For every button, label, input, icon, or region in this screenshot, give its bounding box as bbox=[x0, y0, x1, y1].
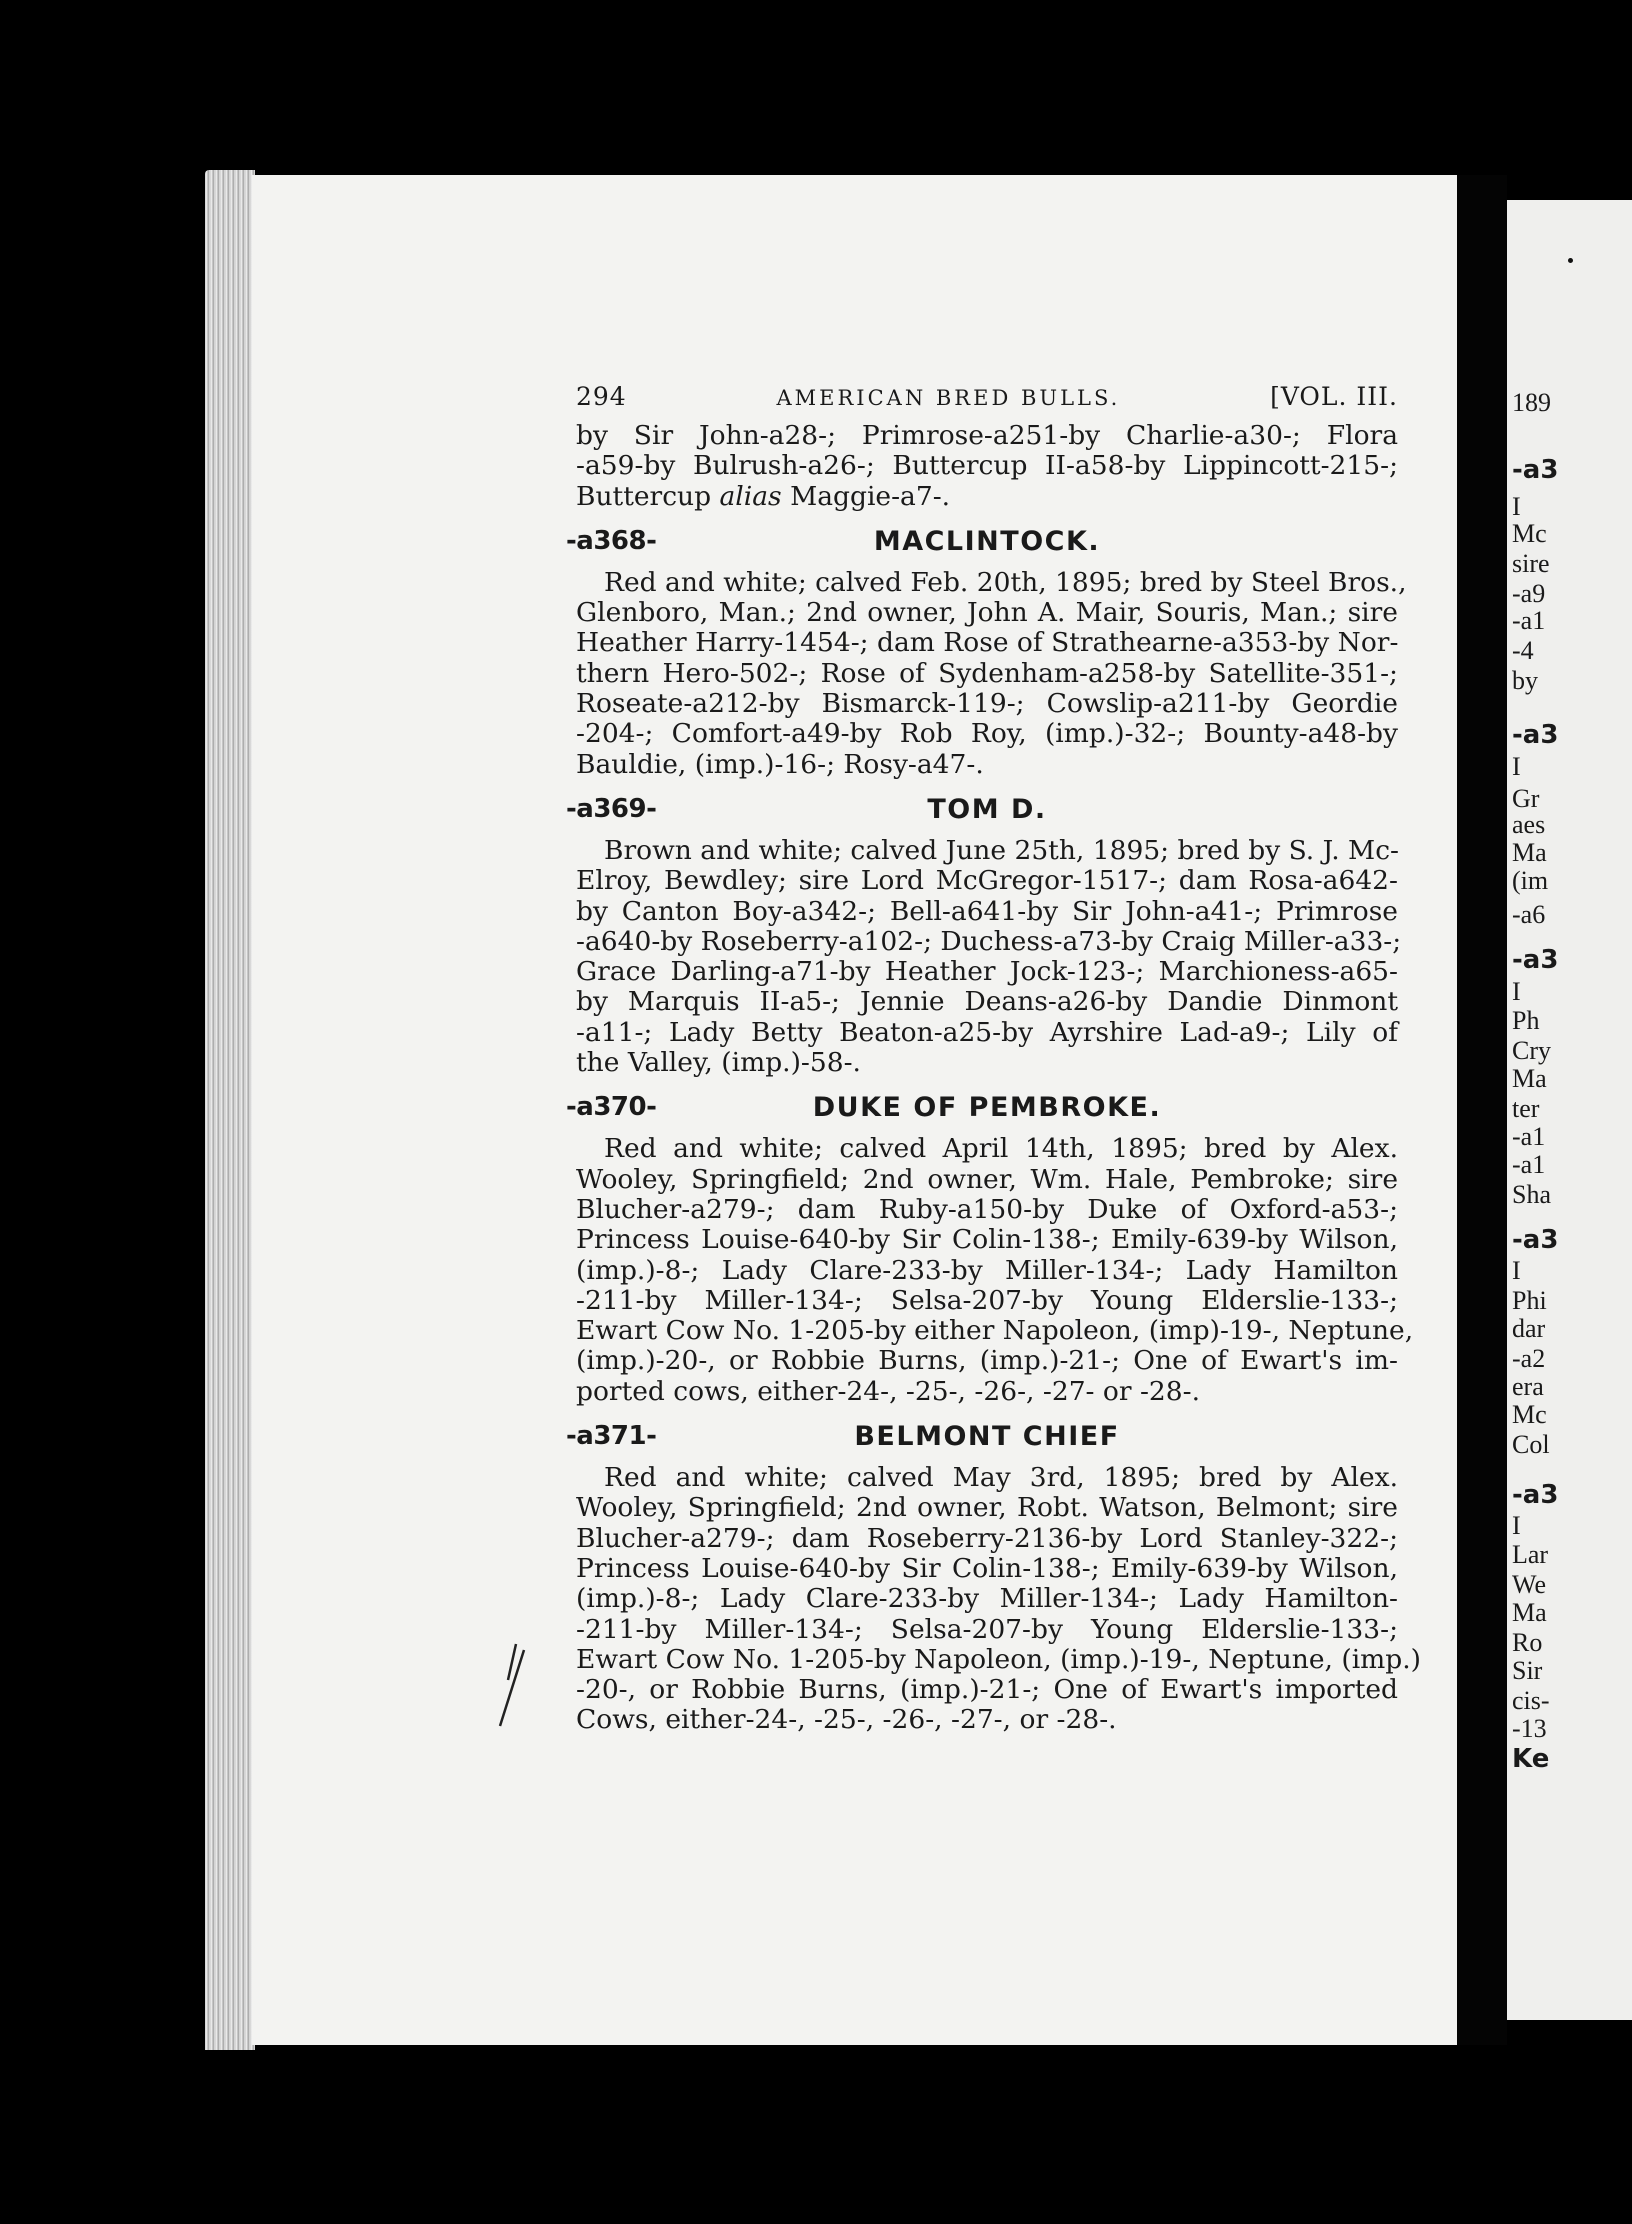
text-line: -204-; Comfort-a49-by Rob Roy, (imp.)-32-; Bounty-a48-by bbox=[576, 718, 1398, 750]
right-page-fragment: by bbox=[1512, 666, 1538, 695]
right-page-fragment: -a6 bbox=[1512, 900, 1546, 929]
text-line: Elroy, Bewdley; sire Lord McGregor-1517-; dam Rosa-a642- bbox=[576, 865, 1398, 897]
right-page-fragment: Ma bbox=[1512, 838, 1547, 867]
text-line: (imp.)-20-, or Robbie Burns, (imp.)-21-; One of Ewart's im- bbox=[576, 1345, 1398, 1377]
right-page-fragment: -a1 bbox=[1512, 1122, 1546, 1151]
right-page-fragment: Col bbox=[1512, 1430, 1550, 1459]
text-line: Wooley, Springfield; 2nd owner, Robt. Watson, Belmont; sire bbox=[576, 1492, 1398, 1524]
running-title: AMERICAN BRED BULLS. bbox=[776, 386, 1121, 410]
text-line: the Valley, (imp.)-58-. bbox=[576, 1047, 861, 1079]
right-page-fragment: sire bbox=[1512, 549, 1550, 578]
right-page-fragment: I bbox=[1512, 977, 1521, 1006]
right-page-fragment: I bbox=[1512, 1256, 1521, 1285]
text-line: Princess Louise-640-by Sir Colin-138-; Emily-639-by Wilson, bbox=[576, 1224, 1398, 1256]
text-line: Ewart Cow No. 1-205-by either Napoleon, (imp)-19-, Neptune, bbox=[576, 1315, 1414, 1347]
text-line: Cows, either-24-, -25-, -26-, -27-, or -28-. bbox=[576, 1704, 1117, 1736]
entry-body bbox=[576, 834, 1402, 1079]
right-page-fragment: Ro bbox=[1512, 1628, 1543, 1657]
page-number: 294 bbox=[576, 382, 627, 411]
text-line: Red and white; calved April 14th, 1895; bred by Alex. bbox=[604, 1133, 1398, 1165]
bull-name: TOM D. bbox=[927, 793, 1047, 825]
right-page-fragment: Ke bbox=[1512, 1744, 1550, 1774]
entry-heading bbox=[566, 1090, 1398, 1128]
entry-heading bbox=[566, 792, 1398, 830]
text-line: by Sir John-a28-; Primrose-a251-by Charlie-a30-; Flora bbox=[576, 420, 1398, 451]
right-page-fragment: Mc bbox=[1512, 519, 1547, 548]
text-line: (imp.)-8-; Lady Clare-233-by Miller-134-; Lady Hamilton bbox=[576, 1254, 1398, 1286]
text-line: Princess Louise-640-by Sir Colin-138-; Emily-639-by Wilson, bbox=[576, 1552, 1398, 1584]
bull-name: BELMONT CHIEF bbox=[854, 1421, 1120, 1453]
entries-list bbox=[566, 524, 1422, 1736]
right-page-fragment: (im bbox=[1512, 866, 1549, 895]
right-page-fragment: dar bbox=[1512, 1314, 1546, 1343]
right-page-fragment: -a3 bbox=[1512, 455, 1559, 485]
entry-number: -a371- bbox=[566, 1421, 657, 1452]
right-page-fragment: -a1 bbox=[1512, 1150, 1546, 1179]
alias-word: alias bbox=[719, 480, 782, 512]
text-column bbox=[566, 382, 1422, 1736]
entry-body bbox=[576, 1133, 1414, 1407]
right-page-fragment: Ma bbox=[1512, 1598, 1547, 1627]
entry-number: -a370- bbox=[566, 1092, 657, 1123]
right-page-fragment: Sha bbox=[1512, 1180, 1551, 1209]
entry-heading bbox=[566, 524, 1398, 562]
right-page-fragment: -13 bbox=[1512, 1714, 1547, 1743]
text-line: Red and white; calved May 3rd, 1895; bred by Alex. bbox=[604, 1462, 1398, 1494]
right-page-fragment: -a3 bbox=[1512, 1225, 1559, 1255]
entry-heading bbox=[566, 1419, 1398, 1457]
entry-body bbox=[576, 566, 1407, 780]
right-page-fragment: I bbox=[1512, 752, 1521, 781]
right-page-fragment: -a3 bbox=[1512, 1480, 1559, 1510]
right-page-fragment: ter bbox=[1512, 1094, 1540, 1123]
text-line: Ewart Cow No. 1-205-by Napoleon, (imp.)-19-, Neptune, (imp.) bbox=[576, 1643, 1422, 1675]
right-page-fragment: Lar bbox=[1512, 1540, 1549, 1569]
right-page-fragment: Cry bbox=[1512, 1036, 1551, 1065]
text-line: thern Hero-502-; Rose of Sydenham-a258-by Satellite-351-; bbox=[576, 657, 1398, 689]
pen-mark bbox=[494, 1640, 534, 1730]
right-page-fragment: -4 bbox=[1512, 636, 1534, 665]
text-line: Blucher-a279-; dam Ruby-a150-by Duke of Oxford-a53-; bbox=[576, 1193, 1398, 1225]
text-line: by Marquis II-a5-; Jennie Deans-a26-by Dandie Dinmont bbox=[576, 986, 1398, 1018]
right-page-fragment: -a9 bbox=[1512, 579, 1546, 608]
text-line: Bauldie, (imp.)-16-; Rosy-a47-. bbox=[576, 748, 984, 780]
entry-number: -a369- bbox=[566, 793, 657, 824]
text-line: Glenboro, Man.; 2nd owner, John A. Mair, Souris, Man.; sire bbox=[576, 597, 1398, 629]
bull-name: MACLINTOCK. bbox=[873, 525, 1101, 557]
right-page-fragment: Mc bbox=[1512, 1400, 1547, 1429]
page-edges bbox=[205, 170, 255, 2050]
right-page-fragment: Sir bbox=[1512, 1656, 1543, 1685]
bull-name: DUKE OF PEMBROKE. bbox=[812, 1092, 1162, 1124]
text-line: (imp.)-8-; Lady Clare-233-by Miller-134-; Lady Hamilton- bbox=[576, 1583, 1398, 1615]
right-page-fragment: Ph bbox=[1512, 1006, 1540, 1035]
text-line: Grace Darling-a71-by Heather Jock-123-; Marchioness-a65- bbox=[576, 956, 1398, 988]
right-page-fragment: Ma bbox=[1512, 1064, 1547, 1093]
continuation-text bbox=[576, 421, 1398, 512]
right-page-fragment: I bbox=[1512, 1511, 1521, 1540]
right-page-fragment: era bbox=[1512, 1372, 1544, 1401]
text-line: Brown and white; calved June 25th, 1895; bred by S. J. Mc- bbox=[604, 834, 1399, 866]
text-line: by Canton Boy-a342-; Bell-a641-by Sir John-a41-; Primrose bbox=[576, 895, 1398, 927]
text-line: -211-by Miller-134-; Selsa-207-by Young Elderslie-133-; bbox=[576, 1284, 1398, 1316]
text-line: Heather Harry-1454-; dam Rose of Strathearne-a353-by Nor- bbox=[576, 627, 1399, 659]
right-page-fragment: cis- bbox=[1512, 1686, 1550, 1715]
text-line: -211-by Miller-134-; Selsa-207-by Young Elderslie-133-; bbox=[576, 1613, 1398, 1645]
text-line: Blucher-a279-; dam Roseberry-2136-by Lord Stanley-322-; bbox=[576, 1522, 1398, 1554]
running-head bbox=[576, 382, 1398, 411]
right-page-fragment: Phi bbox=[1512, 1286, 1547, 1315]
right-page-fragment: -a1 bbox=[1512, 606, 1546, 635]
text-line: -a11-; Lady Betty Beaton-a25-by Ayrshire Lad-a9-; Lily of bbox=[576, 1016, 1398, 1048]
right-page-fragment: We bbox=[1512, 1570, 1546, 1599]
text-line: -20-, or Robbie Burns, (imp.)-21-; One of Ewart's imported bbox=[576, 1674, 1398, 1706]
right-page-fragment: 189 bbox=[1512, 388, 1551, 417]
text-line: Wooley, Springfield; 2nd owner, Wm. Hale, Pembroke; sire bbox=[576, 1163, 1398, 1195]
text-line: -a640-by Roseberry-a102-; Duchess-a73-by Craig Miller-a33-; bbox=[576, 925, 1402, 957]
right-page-fragment: -a2 bbox=[1512, 1344, 1546, 1373]
volume-label: [VOL. III. bbox=[1270, 382, 1398, 411]
text-line: Roseate-a212-by Bismarck-119-; Cowslip-a211-by Geordie bbox=[576, 688, 1398, 720]
text-line: Red and white; calved Feb. 20th, 1895; bred by Steel Bros., bbox=[604, 566, 1407, 598]
entry-body bbox=[576, 1462, 1422, 1736]
text-line: Buttercup alias Maggie-a7-. bbox=[576, 480, 951, 512]
text-line: ported cows, either-24-, -25-, -26-, -27- or -28-. bbox=[576, 1375, 1201, 1407]
ink-speck bbox=[1568, 258, 1573, 263]
right-page-fragment: -a3 bbox=[1512, 720, 1559, 750]
right-page-fragment: I bbox=[1512, 492, 1521, 521]
right-page-fragment: -a3 bbox=[1512, 945, 1559, 975]
right-page-fragment: Gr bbox=[1512, 784, 1540, 813]
book-gutter bbox=[1457, 175, 1507, 2045]
text-line: -a59-by Bulrush-a26-; Buttercup II-a58-by Lippincott-215-; bbox=[576, 450, 1398, 482]
entry-number: -a368- bbox=[566, 525, 657, 556]
right-page-fragment: aes bbox=[1512, 810, 1546, 839]
